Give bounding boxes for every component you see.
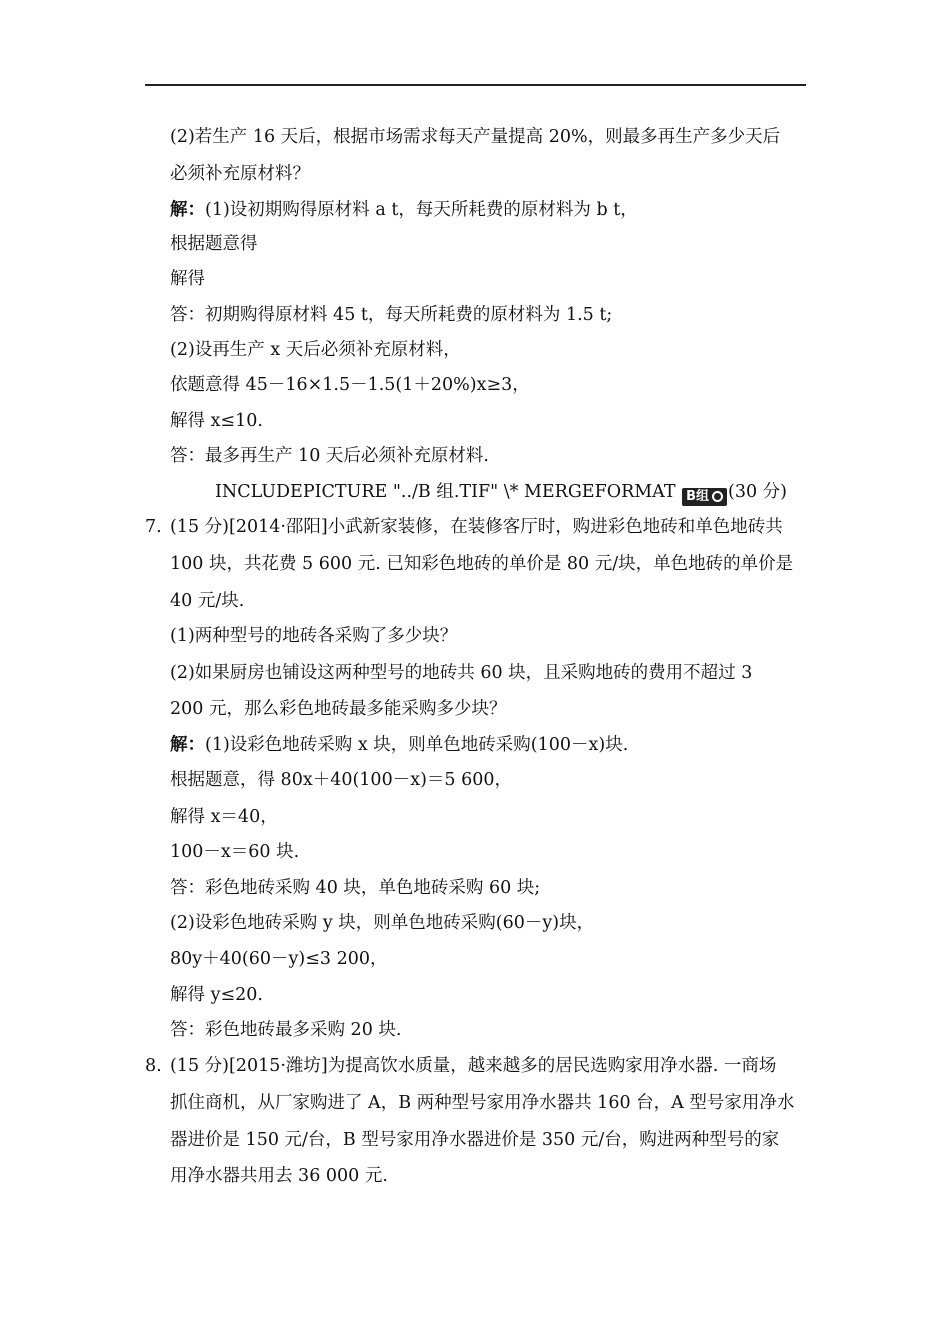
- text-line: [170, 733, 628, 757]
- text-line: (15 分)[2014·邵阳]小武新家装修，在装修客厅时，购进彩色地砖和单色地砖共: [170, 517, 783, 537]
- text-line: 答：彩色地砖最多采购 20 块.: [170, 1020, 402, 1040]
- text-line: [170, 198, 638, 222]
- text-line: (2)设再生产 x 天后必须补充原材料，: [170, 340, 461, 360]
- text-line: 答：彩色地砖采购 40 块，单色地砖采购 60 块;: [170, 878, 541, 898]
- text-line: (2)如果厨房也铺设这两种型号的地砖共 60 块，且采购地砖的费用不超过 3: [170, 663, 753, 683]
- section-heading: [215, 480, 787, 506]
- text-line: (2)设彩色地砖采购 y 块，则单色地砖采购(60－y)块，: [170, 913, 595, 933]
- text-line: 200 元，那么彩色地砖最多能采购多少块？: [170, 699, 507, 719]
- field-code: INCLUDEPICTURE "../B 组.TIF" \* MERGEFORMAT: [215, 482, 676, 502]
- score-text: (30 分): [728, 482, 788, 502]
- text-line: 解得 x≤10.: [170, 411, 263, 431]
- group-b-badge: B组: [682, 488, 727, 506]
- text-line: 器进价是 150 元/台，B 型号家用净水器进价是 350 元/台，购进两种型号的家: [170, 1130, 780, 1150]
- text-line: 根据题意得: [170, 234, 258, 254]
- text-line: 40 元/块.: [170, 591, 245, 611]
- text-line: 根据题意，得 80x＋40(100－x)＝5 600，: [170, 770, 512, 790]
- text-line: 解得 y≤20.: [170, 985, 263, 1005]
- question-number: 8.: [145, 1056, 162, 1076]
- text-line: 依题意得 45－16×1.5－1.5(1＋20%)x≥3，: [170, 375, 530, 395]
- text-line: (15 分)[2015·潍坊]为提高饮水质量，越来越多的居民选购家用净水器. 一商场: [170, 1056, 777, 1076]
- solution-label: 解：: [170, 200, 205, 220]
- text-line: 解得: [170, 269, 205, 289]
- header-rule: [145, 84, 806, 86]
- text-span: (1)设彩色地砖采购 x 块，则单色地砖采购(100－x)块.: [205, 735, 629, 755]
- text-line: 抓住商机，从厂家购进了 A，B 两种型号家用净水器共 160 台，A 型号家用净水: [170, 1093, 795, 1113]
- text-line: 100－x＝60 块.: [170, 842, 300, 862]
- text-line: 答：最多再生产 10 天后必须补充原材料.: [170, 446, 489, 466]
- text-line: 答：初期购得原材料 45 t，每天所耗费的原材料为 1.5 t;: [170, 305, 613, 325]
- text-line: 80y＋40(60－y)≤3 200，: [170, 949, 388, 969]
- text-line: (1)两种型号的地砖各采购了多少块？: [170, 626, 458, 646]
- text-span: (1)设初期购得原材料 a t，每天所耗费的原材料为 b t，: [205, 200, 638, 220]
- text-line: 解得 x＝40，: [170, 807, 278, 827]
- text-line: (2)若生产 16 天后，根据市场需求每天产量提高 20%，则最多再生产多少天后: [170, 127, 781, 147]
- text-line: 100 块，共花费 5 600 元. 已知彩色地砖的单价是 80 元/块，单色地砖的单价是: [170, 554, 794, 574]
- text-line: 必须补充原材料？: [170, 164, 310, 184]
- question-number: 7.: [145, 517, 162, 537]
- solution-label: 解：: [170, 735, 205, 755]
- text-line: 用净水器共用去 36 000 元.: [170, 1166, 388, 1186]
- circle-icon: [712, 491, 723, 502]
